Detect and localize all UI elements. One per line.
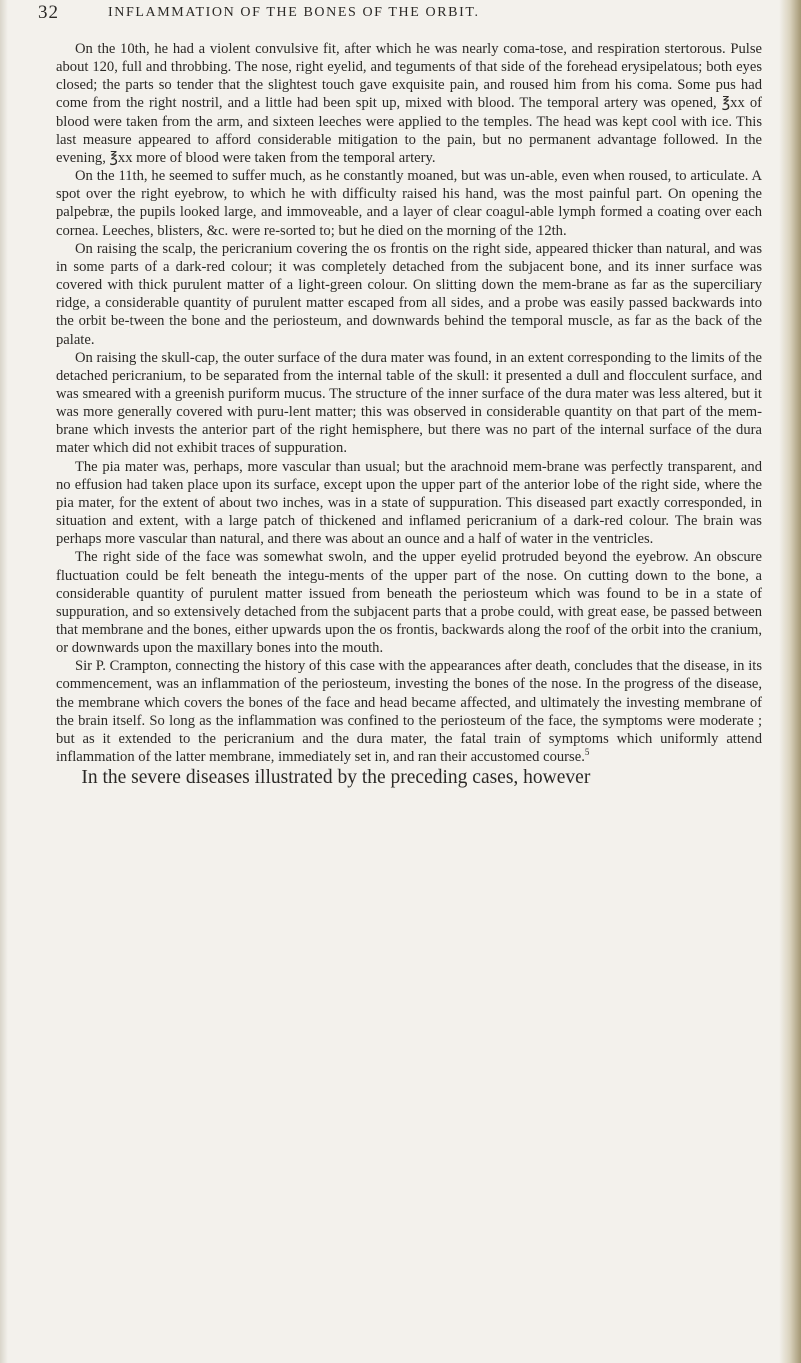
closing-line: In the severe diseases illustrated by the preceding cases, however	[81, 767, 591, 789]
footnote-reference: 5	[584, 747, 590, 758]
page-right-edge-discoloration	[779, 0, 801, 1363]
paragraph-11th: On the 11th, he seemed to suffer much, as he constantly moaned, but was un-able, even when roused, to articulate. A spot over the right eyebrow, to which he with difficulty raised his hand, was the most painful part. On opening the palpebræ, the pupils looked large, and immoveable, and a layer of clear coagul-able lymph formed a coating over each cornea. Leeches, blisters, &c. were re-sorted to; but he died on the morning of the 12th.	[56, 168, 762, 239]
paragraph-crampton	[56, 657, 762, 766]
body-text	[56, 40, 762, 789]
page-number: 32	[38, 2, 59, 23]
paragraph-face: The right side of the face was somewhat swoln, and the upper eyelid protruded beyond the eyebrow. An obscure fluctuation could be felt beneath the integu-ments of the upper part of the nose. On cutting down to the bone, a considerable quantity of purulent matter issued from beneath the periosteum which was found to be in a state of suppuration, and so extensively detached from the subjacent parts that a probe could, with great ease, be passed between that membrane and the bones, either upwards upon the os frontis, backwards along the roof of the orbit into the cranium, or downwards upon the maxillary bones into the mouth.	[56, 549, 762, 657]
paragraph-pia-mater: The pia mater was, perhaps, more vascular than usual; but the arachnoid mem-brane was perfectly transparent, and no effusion had taken place upon its surface, except upon the upper part of the anterior lobe of the right side, where the pia mater, for the extent of about two inches, was in a state of suppuration. This diseased part exactly corresponded, in situation and extent, with a large patch of thickened and inflamed pericranium of a dark-red colour. The brain was perhaps more vascular than natural, and there was about an ounce and a half of water in the ventricles.	[56, 458, 762, 548]
paragraph-10th: On the 10th, he had a violent convulsive fit, after which he was nearly coma-tose, and respiration stertorous. Pulse about 120, full and throbbing. The nose, right eyelid, and teguments of that side of the forehead erysipelatous; both eyes closed; the parts so tender that the slightest touch gave exquisite pain, and roused him from his coma. Some pus had come from the right nostril, and a little had been spit up, mixed with blood. The temporal artery was opened, ℥xx of blood were taken from the arm, and sixteen leeches were applied to the temples. The head was kept cool with ice. This last measure appeared to afford considerable mitigation to the pain, but no permanent advantage followed. In the evening, ℥xx more of blood were taken from the temporal artery.	[56, 41, 762, 166]
running-title: INFLAMMATION OF THE BONES OF THE ORBIT.	[108, 5, 480, 20]
paragraph-crampton-text: Sir P. Crampton, connecting the history of this case with the appearances after death, concludes that the disease, in its commencement, was an inflammation of the periosteum, investing the bones of the nose. In the progress of the disease, the membrane which covers the bones of the face and head became affected, and ultimately the investing membrane of the brain itself. So long as the inflammation was confined to the periosteum of the face, the symptoms were moderate ; but as it extended to the pericranium and the dura mater, the fatal train of symptoms which uniformly attend inflammation of the latter membrane, immediately set in, and ran their accustomed course.	[56, 658, 762, 766]
paragraph-skull-cap: On raising the skull-cap, the outer surface of the dura mater was found, in an extent corresponding to the limits of the detached pericranium, to be separated from the internal table of the skull: it presented a dull and flocculent surface, and was smeared with a greenish puriform mucus. The structure of the inner surface of the dura mater was less altered, but it was more generally covered with puru-lent matter; this was observed in considerable quantity on that part of the mem-brane which invests the anterior part of the right hemisphere, but there was no part of the internal surface of the dura mater which did not exhibit traces of suppuration.	[56, 349, 762, 457]
paragraph-scalp: On raising the scalp, the pericranium covering the os frontis on the right side, appeared thicker than natural, and was in some parts of a dark-red colour; it was completely detached from the subjacent bone, and its inner surface was covered with thick purulent matter of a light-green colour. On slitting down the mem-brane as far as the superciliary ridge, a considerable quantity of purulent matter escaped from all sides, and a probe was easily passed backwards into the orbit be-tween the bone and the periosteum, and downwards behind the temporal muscle, as far as the back of the palate.	[56, 240, 762, 348]
page-header	[38, 2, 758, 28]
page-left-shadow	[0, 0, 8, 1363]
